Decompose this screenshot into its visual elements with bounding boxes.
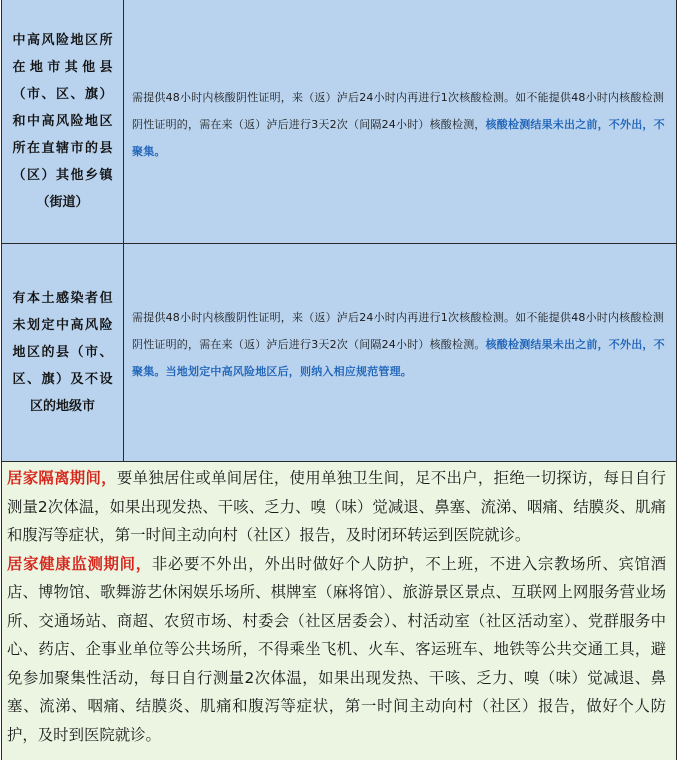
- requirement-cell: [124, 244, 676, 461]
- requirement-text: [132, 84, 666, 165]
- policy-document: [1, 0, 677, 760]
- requirement-highlight: 核酸检测结果未出之前，不外出，不聚集。: [132, 118, 665, 158]
- region-cell: [2, 0, 124, 243]
- requirement-body: 需提供48小时内核酸阴性证明，来（返）泸后24小时内再进行1次核酸检测。如不能提供48小时内核酸检测阴性证明的，需在来（返）泸后进行3天2次（间隔24小时）核酸检测，: [132, 91, 664, 131]
- note-label: 居家健康监测期间，: [7, 554, 152, 573]
- region-cell: [2, 244, 124, 461]
- requirement-text: [132, 304, 666, 385]
- home-health-monitoring-note: [7, 550, 666, 750]
- note-text: 要单独居住或单间居住，使用单独卫生间，足不出户，拒绝一切探访，每日自行测量2次体温，如果出现发热、干咳、乏力、嗅（味）觉减退、鼻塞、流涕、咽痛、结膜炎、肌痛和腹泻等症状，第一时间主动向村（社区）报告，及时闭环转运到医院就诊。: [7, 469, 666, 544]
- note-label: 居家隔离期间，: [7, 469, 117, 487]
- home-isolation-note: [7, 464, 666, 550]
- notes-section: [1, 462, 677, 760]
- table-row: [2, 244, 676, 462]
- requirement-body: 需提供48小时内核酸阴性证明，来（返）泸后24小时内再进行1次核酸检测。如不能提供48小时内核酸检测阴性证明的，需在来（返）泸后进行3天2次（间隔24小时）核酸检测。: [132, 311, 664, 351]
- requirement-cell: [124, 0, 676, 243]
- note-text: 非必要不外出，外出时做好个人防护，不上班，不进入宗教场所、宾馆酒店、博物馆、歌舞游艺休闲娱乐场所、棋牌室（麻将馆）、旅游景区景点、互联网上网服务营业场所、交通场站、商超、农贸市场、村委会（社区居委会）、村活动室（社区活动室）、党群服务中心、药店、企事业单位等公共场所，不得乘坐飞机、火车、客运班车、地铁等公共交通工具，避免参加聚集性活动，每日自行测量2次体温，如果出现发热、干咳、乏力、嗅（味）觉减退、鼻塞、流涕、咽痛、结膜炎、肌痛和腹泻等症状，第一时间主动向村（社区）报告，做好个人防护，及时到医院就诊。: [7, 554, 666, 744]
- region-label: 有本土感染者但未划定中高风险地区的县（市、区、旗）及不设区的地级市: [12, 291, 113, 414]
- policy-table: [1, 0, 677, 462]
- region-label: 中高风险地区所在地市其他县（市、区、旗） 和中高风险地区所在直辖市的县（区）其他乡镇（街道）: [12, 33, 113, 210]
- table-row: [2, 0, 676, 244]
- requirement-highlight: 核酸检测结果未出之前，不外出，不聚集。当地划定中高风险地区后，则纳入相应规范管理。: [132, 338, 665, 378]
